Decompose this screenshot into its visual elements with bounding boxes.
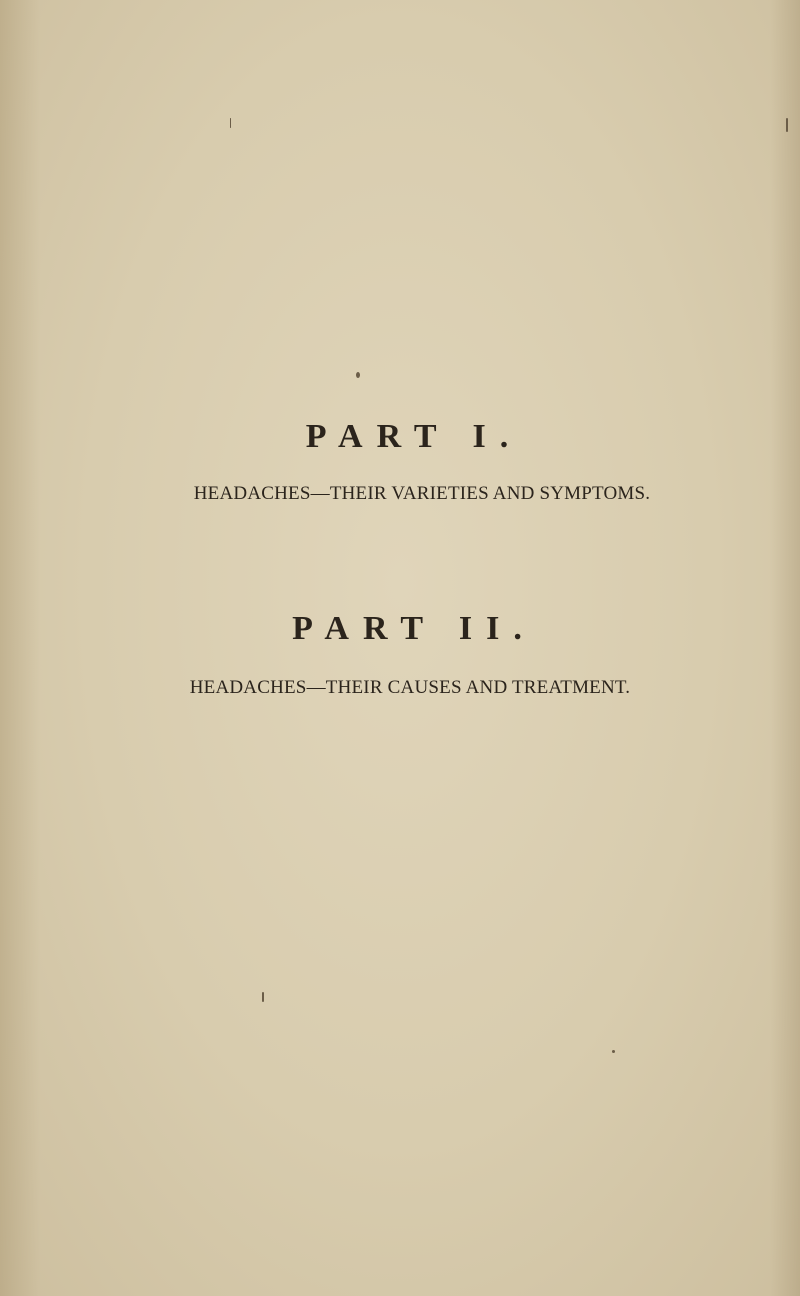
paper-speck bbox=[230, 118, 231, 128]
part-two-heading: PART II. bbox=[292, 610, 536, 647]
spine-shadow bbox=[0, 0, 40, 1296]
edge-shadow bbox=[770, 0, 800, 1296]
paper-speck bbox=[356, 372, 360, 378]
paper-speck bbox=[262, 992, 264, 1002]
part-two-subtitle: HEADACHES—THEIR CAUSES AND TREATMENT. bbox=[189, 677, 631, 698]
part-one-heading: PART I. bbox=[305, 418, 523, 455]
part-one-subtitle: HEADACHES—THEIR VARIETIES AND SYMPTOMS. bbox=[193, 483, 651, 504]
paper-speck bbox=[612, 1050, 615, 1053]
paper-speck bbox=[786, 118, 788, 132]
